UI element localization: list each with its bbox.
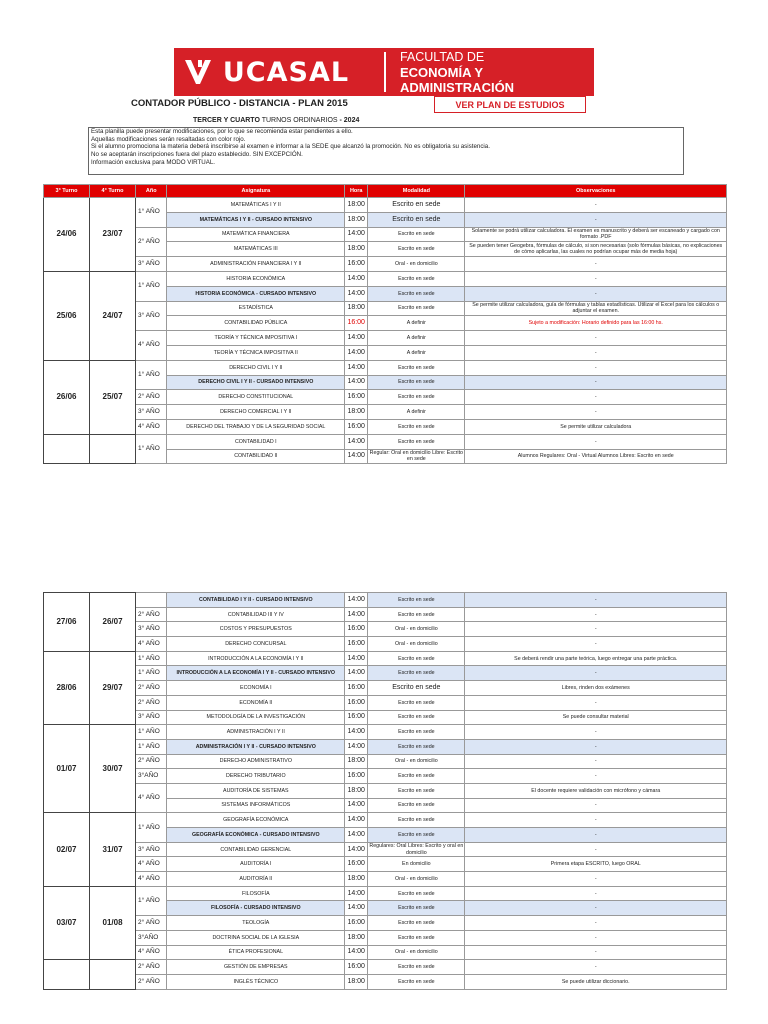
observations-cell: -	[465, 754, 727, 769]
mode-cell: Escrito en sede	[368, 242, 465, 257]
exam-row	[44, 930, 727, 945]
subject-cell: HISTORIA ECONÓMICA - CURSADO INTENSIVO	[167, 286, 345, 301]
observations-cell: -	[465, 695, 727, 710]
mode-cell: Escrito en sede	[368, 666, 465, 681]
turn-3-date: 26/06	[44, 360, 90, 434]
turn-3-date	[44, 434, 90, 464]
turn-4-date: 31/07	[90, 813, 136, 886]
column-header: 3° Turno	[44, 185, 90, 198]
subject-cell: AUDITORÍA I	[167, 857, 345, 872]
column-header: Asignatura	[167, 185, 345, 198]
observations-cell: Se puede utilizar diccionario.	[465, 974, 727, 989]
observations-cell: El docente requiere validación con micrófono y cámara	[465, 783, 727, 798]
observations-cell: -	[465, 813, 727, 828]
exam-schedule-table-top	[43, 184, 727, 464]
exam-row	[44, 974, 727, 989]
time-cell: 14:00	[345, 286, 368, 301]
ucasal-shield-icon	[182, 53, 219, 91]
time-cell: 14:00	[345, 434, 368, 449]
exam-row	[44, 434, 727, 449]
subject-cell: CONTABILIDAD PÚBLICA	[167, 316, 345, 331]
year-cell: 2° AÑO	[136, 607, 167, 622]
observations-cell: -	[465, 872, 727, 887]
exam-row	[44, 739, 727, 754]
subject-cell: CONTABILIDAD I	[167, 434, 345, 449]
year-cell: 1° AÑO	[136, 725, 167, 740]
logo-divider	[384, 52, 386, 92]
time-cell: 18:00	[345, 301, 368, 316]
turn-4-date: 29/07	[90, 651, 136, 724]
mode-cell: Escrito en sede	[368, 710, 465, 725]
view-study-plan-button[interactable]: VER PLAN DE ESTUDIOS	[434, 96, 586, 113]
subject-cell: ECONOMÍA I	[167, 681, 345, 696]
mode-cell: Regular: Oral en domicilio Libre: Escrito en sede	[369, 450, 463, 463]
note-line: Información exclusiva para MODO VIRTUAL.	[91, 158, 216, 166]
subject-cell: TEORÍA Y TÉCNICA IMPOSITIVA II	[167, 345, 345, 360]
exam-row	[44, 872, 727, 887]
subject-cell: COSTOS Y PRESUPUESTOS	[167, 622, 345, 637]
subject-cell: CONTABILIDAD I Y II - CURSADO INTENSIVO	[167, 593, 345, 608]
year-cell: 4° AÑO	[136, 872, 167, 887]
observations-cell: -	[465, 828, 727, 843]
subject-cell: ADMINISTRACIÓN I Y II - CURSADO INTENSIVO	[167, 739, 345, 754]
exam-row	[44, 945, 727, 960]
time-cell: 16:00	[345, 916, 368, 931]
turn-3-date: 27/06	[44, 593, 90, 652]
mode-cell: Oral - en domicilio	[368, 754, 465, 769]
column-header: Año	[136, 185, 167, 198]
year-cell: 2° AÑO	[136, 390, 167, 405]
exam-row	[44, 681, 727, 696]
subject-cell: FILOSOFÍA - CURSADO INTENSIVO	[167, 901, 345, 916]
year-cell: 3°AÑO	[136, 930, 167, 945]
mode-cell: Oral - en domicilio	[368, 945, 465, 960]
year-cell: 1° AÑO	[136, 666, 167, 681]
time-cell: 14:00	[345, 651, 368, 666]
year-cell: 2° AÑO	[136, 754, 167, 769]
mode-cell: Escrito en sede	[368, 769, 465, 784]
observations-cell: -	[465, 960, 727, 975]
year-cell: 3° AÑO	[136, 257, 167, 272]
mode-cell: Escrito en sede	[368, 198, 465, 213]
subject-cell: SISTEMAS INFORMÁTICOS	[167, 798, 345, 813]
year-cell: 2° AÑO	[136, 227, 167, 257]
observations-cell: -	[465, 945, 727, 960]
time-cell: 14:00	[345, 725, 368, 740]
turn-4-date: 01/08	[90, 886, 136, 959]
time-cell: 16:00	[345, 637, 368, 652]
time-cell: 14:00	[345, 666, 368, 681]
page-title: CONTADOR PÚBLICO - DISTANCIA - PLAN 2015	[131, 98, 348, 109]
logo-text: UCASAL	[222, 56, 350, 88]
exam-row	[44, 405, 727, 420]
note-line: Aquellas modificaciones serán resaltadas con color rojo.	[91, 135, 246, 143]
turn-3-date: 25/06	[44, 271, 90, 360]
faculty-name	[400, 50, 594, 95]
observations-cell: -	[465, 212, 727, 227]
mode-cell: Escrito en sede	[368, 783, 465, 798]
exam-row	[44, 666, 727, 681]
exam-row	[44, 593, 727, 608]
time-cell: 18:00	[345, 212, 368, 227]
observations-cell: -	[465, 405, 727, 420]
subject-cell: DERECHO CIVIL I Y II	[167, 360, 345, 375]
year-cell: 4° AÑO	[136, 783, 167, 812]
year-cell: 4° AÑO	[136, 857, 167, 872]
time-cell: 16:00	[345, 710, 368, 725]
year-cell: 1° AÑO	[136, 360, 167, 390]
observations-cell: -	[465, 360, 727, 375]
time-cell: 18:00	[345, 783, 368, 798]
exam-schedule-table-bottom	[43, 592, 727, 990]
note-line: Si el alumno promociona la materia deberá inscribirse al examen e informar a la SEDE que alcanzó la promoción. No es obligatoria su asistencia.	[91, 143, 490, 151]
observations-cell: Solamente se podrá utilizar calculadora. El examen es manuscrito y deberá ser escaneado y cargado con formato .PDF	[465, 227, 727, 242]
observations-cell: Libres, rinden dos exámenes	[465, 681, 727, 696]
exam-row	[44, 607, 727, 622]
turn-4-date: 30/07	[90, 725, 136, 813]
mode-cell: Escrito en sede	[368, 286, 465, 301]
mode-cell: Escrito en sede	[368, 974, 465, 989]
mode-cell: Escrito en sede	[368, 271, 465, 286]
note-line: Esta planilla puede presentar modificaciones, por lo que se recomienda estar pendientes a ello.	[91, 128, 353, 135]
time-cell: 14:00	[345, 593, 368, 608]
subject-cell: TEOLOGÍA	[167, 916, 345, 931]
subject-cell: METODOLOGÍA DE LA INVESTIGACIÓN	[167, 710, 345, 725]
mode-cell: Oral - en domicilio	[368, 637, 465, 652]
note-line: No se aceptarán inscripciones fuera del plazo establecido. SIN EXCEPCIÓN.	[91, 151, 303, 159]
subject-cell: CONTABILIDAD II	[167, 449, 345, 464]
observations-cell: Sujeto a modificación: Horario definido para las 16:00 hs.	[465, 316, 727, 331]
time-cell: 16:00	[345, 960, 368, 975]
time-cell: 16:00	[345, 695, 368, 710]
mode-cell: Escrito en sede	[368, 212, 465, 227]
observations-cell: Se deberá rendir una parte teórica, luego entregar una parte práctica.	[465, 651, 727, 666]
faculty-line-1: FACULTAD DE	[399, 49, 485, 64]
subject-cell: ADMINISTRACIÓN FINANCIERA I Y II	[167, 257, 345, 272]
mode-cell: Escrito en sede	[368, 360, 465, 375]
year-cell: 2° AÑO	[136, 695, 167, 710]
mode-cell: Oral - en domicilio	[368, 872, 465, 887]
observations-cell: -	[465, 345, 727, 360]
turn-3-date: 01/07	[44, 725, 90, 813]
mode-cell: A definir	[368, 345, 465, 360]
turn-3-date	[44, 960, 90, 989]
column-header: Modalidad	[368, 185, 465, 198]
turn-3-date: 24/06	[44, 198, 90, 272]
exam-row	[44, 813, 727, 828]
time-cell: 18:00	[345, 872, 368, 887]
subject-cell: HISTORIA ECONÓMICA	[167, 271, 345, 286]
time-cell: 14:00	[345, 828, 368, 843]
observations-cell: Alumnos Regulares: Oral - Virtual Alumnos Libres: Escrito en sede	[465, 449, 727, 464]
time-cell: 14:00	[345, 375, 368, 390]
turn-4-date: 24/07	[90, 271, 136, 360]
observations-cell: -	[465, 886, 727, 901]
year-cell: 4° AÑO	[136, 637, 167, 652]
time-cell: 16:00	[345, 419, 368, 434]
mode-cell: Oral - en domicilio	[368, 257, 465, 272]
page-subtitle	[193, 117, 359, 124]
exam-row	[44, 637, 727, 652]
subject-cell: DERECHO ADMINISTRATIVO	[167, 754, 345, 769]
exam-row	[44, 695, 727, 710]
year-cell: 4° AÑO	[136, 419, 167, 434]
subject-cell: INTRODUCCIÓN A LA ECONOMÍA I Y II - CURSADO INTENSIVO	[167, 666, 345, 681]
year-cell: 2° AÑO	[136, 974, 167, 989]
subject-cell: DERECHO TRIBUTARIO	[167, 769, 345, 784]
time-cell: 18:00	[345, 405, 368, 420]
mode-cell: Escrito en sede	[368, 930, 465, 945]
mode-cell: Escrito en sede	[368, 828, 465, 843]
exam-row	[44, 301, 727, 316]
time-cell: 14:00	[345, 331, 368, 346]
exam-row	[44, 725, 727, 740]
observations-cell: -	[465, 593, 727, 608]
subject-cell: AUDITORÍA DE SISTEMAS	[167, 783, 345, 798]
exam-row	[44, 916, 727, 931]
year-cell: 1° AÑO	[136, 739, 167, 754]
time-cell: 14:00	[345, 227, 368, 242]
mode-cell: Escrito en sede	[368, 607, 465, 622]
observations-cell: -	[465, 607, 727, 622]
exam-row	[44, 783, 727, 798]
turn-3-date: 02/07	[44, 813, 90, 886]
mode-cell: Escrito en sede	[368, 301, 465, 316]
time-cell: 16:00	[345, 390, 368, 405]
subject-cell: MATEMÁTICAS III	[167, 242, 345, 257]
year-cell: 2° AÑO	[136, 960, 167, 975]
mode-cell: Escrito en sede	[368, 739, 465, 754]
exam-row	[44, 331, 727, 346]
observations-cell: -	[465, 390, 727, 405]
time-cell: 16:00	[345, 769, 368, 784]
year-cell: 1° AÑO	[136, 198, 167, 228]
mode-cell: Escrito en sede	[368, 375, 465, 390]
column-header: Observaciones	[465, 185, 727, 198]
mode-cell: Escrito en sede	[368, 651, 465, 666]
subject-cell: ÉTICA PROFESIONAL	[167, 945, 345, 960]
time-cell: 16:00	[345, 622, 368, 637]
year-cell: 3°AÑO	[136, 769, 167, 784]
observations-cell: -	[465, 930, 727, 945]
column-header: Hora	[345, 185, 368, 198]
mode-cell: Oral - en domicilio	[368, 622, 465, 637]
exam-row	[44, 754, 727, 769]
subtitle-part-a: TERCER Y CUARTO	[193, 117, 260, 124]
year-cell: 3° AÑO	[136, 405, 167, 420]
exam-row	[44, 257, 727, 272]
observations-cell: -	[465, 901, 727, 916]
time-cell: 14:00	[345, 813, 368, 828]
year-cell: 2° AÑO	[136, 916, 167, 931]
mode-cell: Escrito en sede	[368, 681, 465, 696]
year-cell: 4° AÑO	[136, 331, 167, 361]
time-cell: 18:00	[345, 242, 368, 257]
subject-cell: CONTABILIDAD III Y IV	[167, 607, 345, 622]
observations-cell: -	[465, 769, 727, 784]
year-cell: 4° AÑO	[136, 945, 167, 960]
mode-cell: Escrito en sede	[368, 960, 465, 975]
observations-cell: -	[465, 375, 727, 390]
time-cell: 16:00	[345, 681, 368, 696]
subtitle-part-b: TURNOS ORDINARIOS	[259, 117, 340, 124]
exam-row	[44, 769, 727, 784]
subject-cell: ECONOMÍA II	[167, 695, 345, 710]
observations-cell: Se permite utilizar calculadora	[465, 419, 727, 434]
mode-cell: Regulares: Oral Libres: Escrito y oral en domicilio	[369, 843, 464, 856]
mode-cell: Escrito en sede	[368, 390, 465, 405]
time-cell: 18:00	[345, 754, 368, 769]
subject-cell: GEOGRAFÍA ECONÓMICA	[167, 813, 345, 828]
year-cell: 2° AÑO	[136, 681, 167, 696]
observations-cell: Se puede consultar material	[465, 710, 727, 725]
exam-row	[44, 886, 727, 901]
exam-row	[44, 960, 727, 975]
time-cell: 14:00	[345, 607, 368, 622]
turn-4-date: 26/07	[90, 593, 136, 652]
ucasal-logo	[174, 48, 594, 96]
mode-cell: A definir	[368, 316, 465, 331]
time-cell: 18:00	[345, 930, 368, 945]
notes-box	[88, 127, 684, 175]
exam-row	[44, 710, 727, 725]
subject-cell: MATEMÁTICAS I Y II - CURSADO INTENSIVO	[167, 212, 345, 227]
subject-cell: TEORÍA Y TÉCNICA IMPOSITIVA I	[167, 331, 345, 346]
observations-cell: -	[465, 842, 727, 857]
observations-cell: -	[465, 739, 727, 754]
exam-row	[44, 651, 727, 666]
time-cell: 14:00	[345, 798, 368, 813]
mode-cell: Escrito en sede	[368, 434, 465, 449]
exam-row	[44, 227, 727, 242]
mode-cell: Escrito en sede	[368, 695, 465, 710]
observations-cell: -	[465, 434, 727, 449]
mode-cell: Escrito en sede	[368, 419, 465, 434]
year-cell: 1° AÑO	[136, 434, 167, 464]
mode-cell: Escrito en sede	[368, 886, 465, 901]
year-cell: 1° AÑO	[136, 271, 167, 301]
turn-3-date: 03/07	[44, 886, 90, 959]
subject-cell: DERECHO CONSTITUCIONAL	[167, 390, 345, 405]
exam-row	[44, 419, 727, 434]
observations-cell: Primera etapa ESCRITO, luego ORAL	[465, 857, 727, 872]
exam-row	[44, 857, 727, 872]
observations-cell: Se permite utilizar calculadora, guía de fórmulas y tablas estadísticas. Utilizar el Excel para los cálculos o adjuntar el examen.	[465, 301, 727, 316]
mode-cell: Escrito en sede	[368, 798, 465, 813]
time-cell: 14:00	[345, 739, 368, 754]
mode-cell: Escrito en sede	[368, 901, 465, 916]
faculty-line-2: ECONOMÍA Y ADMINISTRACIÓN	[399, 64, 515, 95]
subject-cell: DERECHO COMERCIAL I Y II	[167, 405, 345, 420]
observations-cell: -	[465, 916, 727, 931]
observations-cell: -	[465, 798, 727, 813]
observations-cell: -	[465, 666, 727, 681]
year-cell: 3° AÑO	[136, 842, 167, 857]
subject-cell: DERECHO DEL TRABAJO Y DE LA SEGURIDAD SOCIAL	[167, 419, 345, 434]
exam-row	[44, 390, 727, 405]
observations-cell: -	[465, 271, 727, 286]
observations-cell: Se pueden tener Geogebra, fórmulas de cálculo, si son necesarias (solo fórmulas básicas, no explicaciones de cómo aplicarlas, las cuales no podrían ocupar más de media hoja)	[465, 242, 727, 257]
subject-cell: ADMINISTRACIÓN I Y II	[167, 725, 345, 740]
mode-cell: Escrito en sede	[368, 725, 465, 740]
observations-cell: -	[465, 286, 727, 301]
subject-cell: GESTIÓN DE EMPRESAS	[167, 960, 345, 975]
mode-cell: A definir	[368, 405, 465, 420]
mode-cell: Escrito en sede	[368, 916, 465, 931]
mode-cell: Escrito en sede	[368, 813, 465, 828]
subject-cell: ESTADÍSTICA	[167, 301, 345, 316]
turn-4-date: 25/07	[90, 360, 136, 434]
subject-cell: DOCTRINA SOCIAL DE LA IGLESIA	[167, 930, 345, 945]
time-cell: 16:00	[345, 257, 368, 272]
column-header: 4° Turno	[90, 185, 136, 198]
year-cell: 3° AÑO	[136, 301, 167, 331]
time-cell: 14:00	[345, 901, 368, 916]
subject-cell: AUDITORÍA II	[167, 872, 345, 887]
observations-cell: -	[465, 725, 727, 740]
turn-3-date: 28/06	[44, 651, 90, 724]
time-cell: 18:00	[345, 974, 368, 989]
subtitle-part-c: - 2024	[339, 117, 360, 124]
subject-cell: INGLÉS TÉCNICO	[167, 974, 345, 989]
subject-cell: MATEMÁTICAS I Y II	[167, 198, 345, 213]
exam-row	[44, 842, 727, 857]
mode-cell: A definir	[368, 331, 465, 346]
year-cell	[136, 593, 167, 608]
year-cell: 3° AÑO	[136, 710, 167, 725]
exam-row	[44, 360, 727, 375]
time-cell: 14:00	[345, 449, 368, 464]
time-cell: 18:00	[345, 198, 368, 213]
mode-cell: En domicilio	[368, 857, 465, 872]
turn-4-date	[90, 434, 136, 464]
subject-cell: CONTABILIDAD GERENCIAL	[167, 842, 345, 857]
subject-cell: FILOSOFÍA	[167, 886, 345, 901]
time-cell: 14:00	[345, 271, 368, 286]
time-cell: 14:00	[345, 360, 368, 375]
exam-row	[44, 198, 727, 213]
time-cell: 16:00	[345, 316, 368, 331]
subject-cell: DERECHO CONCURSAL	[167, 637, 345, 652]
time-cell: 14:00	[345, 886, 368, 901]
time-cell: 14:00	[345, 345, 368, 360]
year-cell: 1° AÑO	[136, 651, 167, 666]
year-cell: 1° AÑO	[136, 813, 167, 842]
exam-row	[44, 622, 727, 637]
turn-4-date: 23/07	[90, 198, 136, 272]
time-cell: 16:00	[345, 857, 368, 872]
turn-4-date	[90, 960, 136, 989]
observations-cell: -	[465, 331, 727, 346]
observations-cell: -	[465, 622, 727, 637]
mode-cell: Escrito en sede	[368, 593, 465, 608]
subject-cell: GEOGRAFÍA ECONÓMICA - CURSADO INTENSIVO	[167, 828, 345, 843]
observations-cell: -	[465, 198, 727, 213]
subject-cell: DERECHO CIVIL I Y II - CURSADO INTENSIVO	[167, 375, 345, 390]
exam-row	[44, 271, 727, 286]
time-cell: 14:00	[345, 842, 368, 857]
mode-cell: Escrito en sede	[368, 227, 465, 242]
observations-cell: -	[465, 637, 727, 652]
subject-cell: MATEMÁTICA FINANCIERA	[167, 227, 345, 242]
year-cell: 1° AÑO	[136, 886, 167, 915]
year-cell: 3° AÑO	[136, 622, 167, 637]
time-cell: 14:00	[345, 945, 368, 960]
subject-cell: INTRODUCCIÓN A LA ECONOMÍA I Y II	[167, 651, 345, 666]
observations-cell: -	[465, 257, 727, 272]
